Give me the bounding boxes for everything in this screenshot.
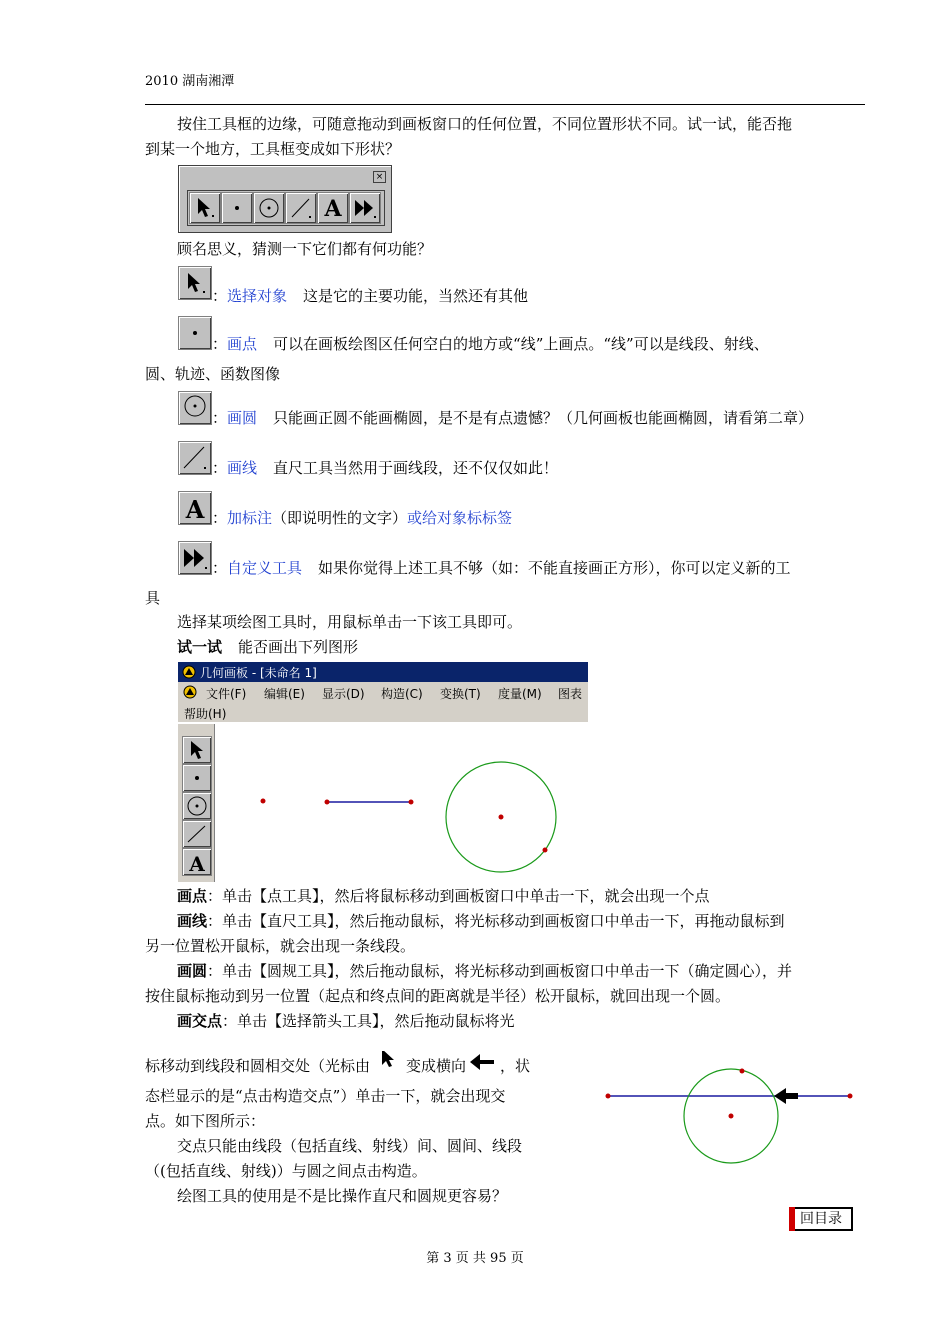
sketch-canvas[interactable] (215, 724, 588, 882)
diagram-circle-point (740, 1069, 745, 1074)
select-tool-tip: 选择某项绘图工具时，用鼠标单击一下该工具即可。 (177, 613, 523, 631)
draw-line-label: 画线 (177, 912, 208, 930)
palette-text-button[interactable] (182, 848, 212, 876)
select-tool-icon-box (178, 266, 212, 300)
draw-circle-label: 画圆 (177, 962, 208, 980)
page-footer: 第 3 页 共 95 页 (426, 1251, 524, 1266)
text-tool-icon-box (178, 491, 212, 525)
svg-text:A: A (324, 196, 342, 222)
intersect-text-line-4: 点。如下图所示： (145, 1112, 266, 1130)
instruction-draw-point (145, 884, 897, 909)
menu-transform[interactable]: 变换(T) (440, 687, 481, 701)
straightedge-icon (286, 193, 316, 223)
segment-endpoint-a[interactable] (325, 800, 330, 805)
intersect-note-2: （(包括直线、射线)）与圆之间点击构造。 (145, 1162, 427, 1180)
colon: ： (212, 509, 228, 527)
toolbox-close-icon[interactable]: × (373, 171, 386, 183)
draw-circle-text: ：单击【圆规工具】，然后拖动鼠标，将光标移动到画板窗口中单击一下（确定圆心），并 (207, 962, 793, 980)
floating-toolbox[interactable] (178, 165, 392, 233)
text-label-icon (183, 849, 211, 875)
intersect-text-line-2 (145, 1051, 565, 1079)
instruction-intersect (145, 1009, 597, 1034)
tool-name-label-2: 或给对象标标签 (407, 509, 513, 527)
tool-desc-select: 这是它的主要功能，当然还有其他 (303, 287, 529, 305)
instruction-draw-circle (145, 959, 897, 984)
sample-point[interactable] (261, 799, 266, 804)
palette-select-button[interactable] (182, 736, 212, 764)
palette-point-button[interactable] (182, 764, 212, 792)
intersect-label: 画交点 (177, 1012, 223, 1030)
draw-line-text-cont: 另一位置松开鼠标，就会出现一条线段。 (145, 937, 416, 955)
draw-circle-text-cont: 按住鼠标拖动到另一位置（起点和终点间的距离就是半径）松开鼠标，就回出现一个圆。 (145, 987, 731, 1005)
draw-line-text: ：单击【直尺工具】，然后拖动鼠标，将光标移动到画板窗口中单击一下，再拖动鼠标到 (207, 912, 785, 930)
guess-prompt: 顾名思义，猜测一下它们都有何功能？ (177, 240, 433, 258)
draw-point-text: ：单击【点工具】，然后将鼠标移动到画板窗口中单击一下，就会出现一个点 (207, 887, 710, 905)
tool-desc-label: （即说明性的文字） (272, 509, 408, 527)
try-it-line (145, 635, 897, 660)
app-title-bar[interactable] (178, 662, 588, 682)
arrow-select-icon (179, 267, 211, 299)
toolbox-compass-button[interactable] (253, 192, 285, 224)
colon: ： (212, 459, 228, 477)
intersect-text-line-3: 态栏显示的是“点击构造交点”）单击一下，就会出现交 (145, 1087, 506, 1105)
header-divider (145, 104, 865, 105)
svg-text:A: A (185, 495, 205, 524)
tool-name-custom: 自定义工具 (227, 559, 303, 577)
toolbox-point-button[interactable] (221, 192, 253, 224)
diagram-segment-end-b (848, 1094, 853, 1099)
intersect-note-1: 交点只能由线段（包括直线、射线）间、圆间、线段 (177, 1137, 523, 1155)
try-it-text: 能否画出下列图形 (238, 638, 359, 656)
compass-icon (254, 193, 284, 223)
custom-tool-icon (179, 542, 211, 574)
intersect-text: ：单击【选择箭头工具】，然后拖动鼠标将光 (222, 1012, 515, 1030)
toolbox-custom-button[interactable] (349, 192, 381, 224)
point-icon (183, 765, 211, 791)
colon: ： (212, 287, 228, 305)
circle-center-point[interactable] (499, 815, 504, 820)
tool-name-line: 画线 (227, 459, 258, 477)
tool-desc-custom: 如果你觉得上述工具不够（如：不能直接画正方形），你可以定义新的工 (318, 559, 791, 577)
menu-construct[interactable]: 构造(C) (381, 687, 423, 701)
tool-desc-line: 直尺工具当然用于画线段，还不仅仅如此！ (273, 459, 559, 477)
custom-tool-icon (350, 193, 380, 223)
draw-point-label: 画点 (177, 887, 208, 905)
diagram-segment-end-a (606, 1094, 611, 1099)
tool-name-select: 选择对象 (227, 287, 288, 305)
menu-edit[interactable]: 编辑(E) (264, 687, 305, 701)
compass-icon (183, 793, 211, 819)
menu-graph[interactable]: 图表 (558, 687, 583, 701)
diagram-circle-center (729, 1114, 734, 1119)
toolbox-select-button[interactable] (189, 192, 221, 224)
point-tool-icon-box (178, 316, 212, 350)
horizontal-arrow-cursor-icon (466, 1053, 500, 1077)
tool-desc-point-cont: 圆、轨迹、函数图像 (145, 365, 281, 383)
custom-tool-icon-box (178, 541, 212, 575)
straightedge-icon (179, 442, 211, 474)
colon: ： (212, 409, 228, 427)
arrow-select-icon (183, 737, 211, 763)
colon: ： (212, 335, 228, 353)
horizontal-arrow-cursor-icon (774, 1088, 798, 1104)
tool-name-point: 画点 (227, 335, 258, 353)
compass-icon (179, 392, 211, 424)
point-icon (179, 317, 211, 349)
tool-desc-custom-cont: 具 (145, 589, 161, 607)
intersection-diagram (598, 1060, 860, 1170)
arrow-select-icon (190, 193, 220, 223)
svg-text:A: A (189, 852, 205, 875)
tool-name-label: 加标注 (227, 509, 273, 527)
palette-straightedge-button[interactable] (182, 820, 212, 848)
menu-display[interactable]: 显示(D) (322, 687, 365, 701)
compass-tool-icon-box (178, 391, 212, 425)
menu-bar (178, 682, 588, 722)
point-icon (222, 193, 252, 223)
menu-help[interactable]: 帮助(H) (184, 707, 227, 721)
try-it-label: 试一试 (177, 638, 223, 656)
intersect-text-2a: 标移动到线段和圆相交处（光标由 (145, 1057, 371, 1075)
app-window (178, 662, 588, 882)
tool-desc-point: 可以在画板绘图区任何空白的地方或“线”上画点。“线”可以是线段、射线、 (273, 335, 769, 353)
toolbox-text-button[interactable] (317, 192, 349, 224)
tool-desc-compass: 只能画正圆不能画椭圆，是不是有点遗憾？（几何画板也能画椭圆，请看第二章） (273, 409, 814, 427)
toolbox-straightedge-button[interactable] (285, 192, 317, 224)
text-label-icon (179, 492, 211, 524)
colon: ： (212, 559, 228, 577)
menu-file[interactable]: 文件(F) (206, 687, 247, 701)
app-logo-icon (182, 665, 196, 679)
segment-endpoint-b[interactable] (409, 800, 414, 805)
tool-palette (178, 724, 215, 882)
instruction-draw-line (145, 909, 897, 934)
straightedge-icon (183, 821, 211, 847)
toolbox-tool-row (187, 190, 385, 226)
return-to-contents-button[interactable]: 回目录 (789, 1207, 853, 1231)
intersect-text-2b: 变成横向 (406, 1057, 467, 1075)
app-title: 几何画板 - [未命名 1] (200, 666, 317, 680)
closing-question: 绘图工具的使用是不是比操作直尺和圆规更容易？ (177, 1187, 508, 1205)
cursor-arrow-icon (370, 1051, 406, 1075)
menu-measure[interactable]: 度量(M) (498, 687, 542, 701)
circle-radius-point[interactable] (543, 848, 548, 853)
palette-compass-button[interactable] (182, 792, 212, 820)
tool-name-compass: 画圆 (227, 409, 258, 427)
intro-line-2: 到某一个地方，工具框变成如下形状？ (145, 140, 401, 158)
straightedge-tool-icon-box (178, 441, 212, 475)
text-label-icon (318, 193, 348, 223)
document-header: 2010 湖南湘潭 (145, 74, 235, 89)
intro-line-1: 按住工具框的边缘，可随意拖动到画板窗口的任何位置，不同位置形状不同。试一试，能否拖 (177, 115, 793, 133)
intersect-text-2c: ，状 (500, 1057, 531, 1075)
